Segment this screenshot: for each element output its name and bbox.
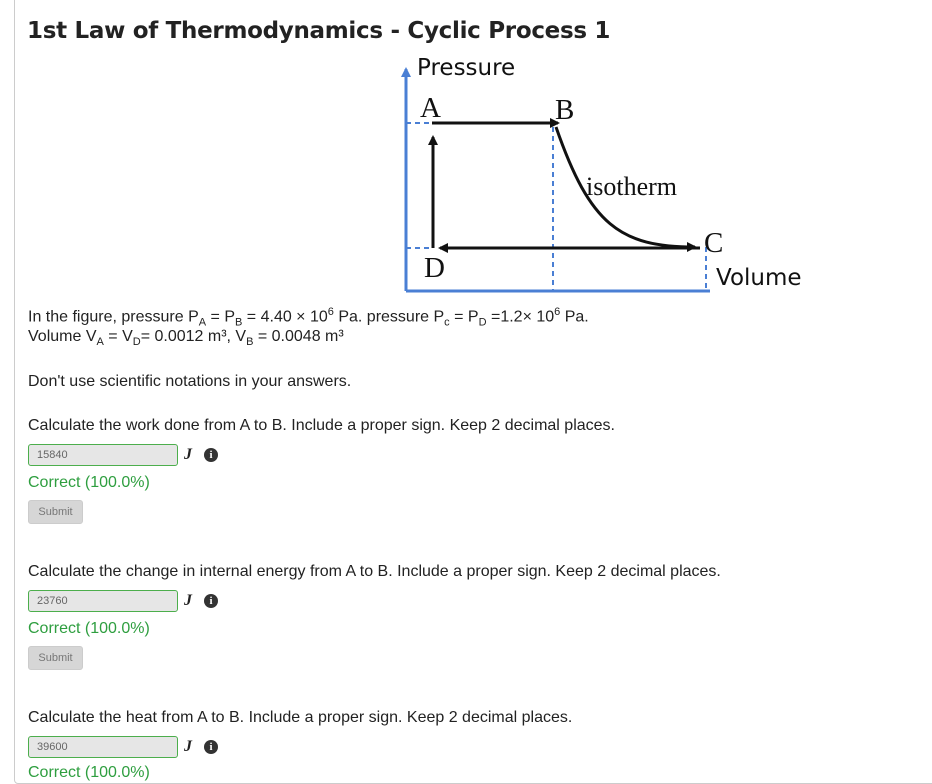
point-label-c: C [704,227,724,259]
question-1-prompt: Calculate the work done from A to B. Include a proper sign. Keep 2 decimal places. [28,417,615,434]
question-2-prompt: Calculate the change in internal energy from A to B. Include a proper sign. Keep 2 decimal places. [28,563,721,580]
point-label-b: B [555,94,575,126]
info-circle-icon[interactable]: i [204,448,218,462]
given-values-line-2: Volume $V_A = V_D= 0.0012$ m³, $V_B = 0.0048$ m³ [28,328,344,349]
question-2-answer-row [28,589,218,613]
question-2-unit: J [184,592,192,609]
question-3-prompt: Calculate the heat from A to B. Include a proper sign. Keep 2 decimal places. [28,709,573,726]
question-3-answer-row [28,735,218,759]
y-axis-label: Pressure [417,55,516,81]
question-3-unit: J [184,738,192,755]
question-1-answer-input[interactable]: 15840 [28,444,178,466]
question-1-answer-row [28,443,218,467]
instruction-text: Don't use scientific notations in your answers. [28,373,352,390]
page-title: 1st Law of Thermodynamics - Cyclic Process 1 [27,18,611,44]
x-axis-label: Volume [716,265,802,291]
question-2-submit-button[interactable]: Submit [28,646,83,670]
question-3-status: Correct (100.0%) [28,764,150,781]
point-label-a: A [420,92,441,124]
question-1-submit-button[interactable]: Submit [28,500,83,524]
info-circle-icon[interactable]: i [204,740,218,754]
given-values-line-1: In the figure, pressure $P_A = P_B = 4.40 \times 10^6$ Pa. pressure $P_c = P_D =1.2\times 10^6$ Pa. [28,306,589,329]
isotherm-label: isotherm [586,172,677,201]
question-3-answer-input[interactable]: 39600 [28,736,178,758]
question-1-status: Correct (100.0%) [28,474,150,491]
question-2-answer-input[interactable]: 23760 [28,590,178,612]
pv-diagram [380,55,820,300]
question-2-status: Correct (100.0%) [28,620,150,637]
point-label-d: D [424,252,445,284]
info-circle-icon[interactable]: i [204,594,218,608]
question-1-unit: J [184,446,192,463]
